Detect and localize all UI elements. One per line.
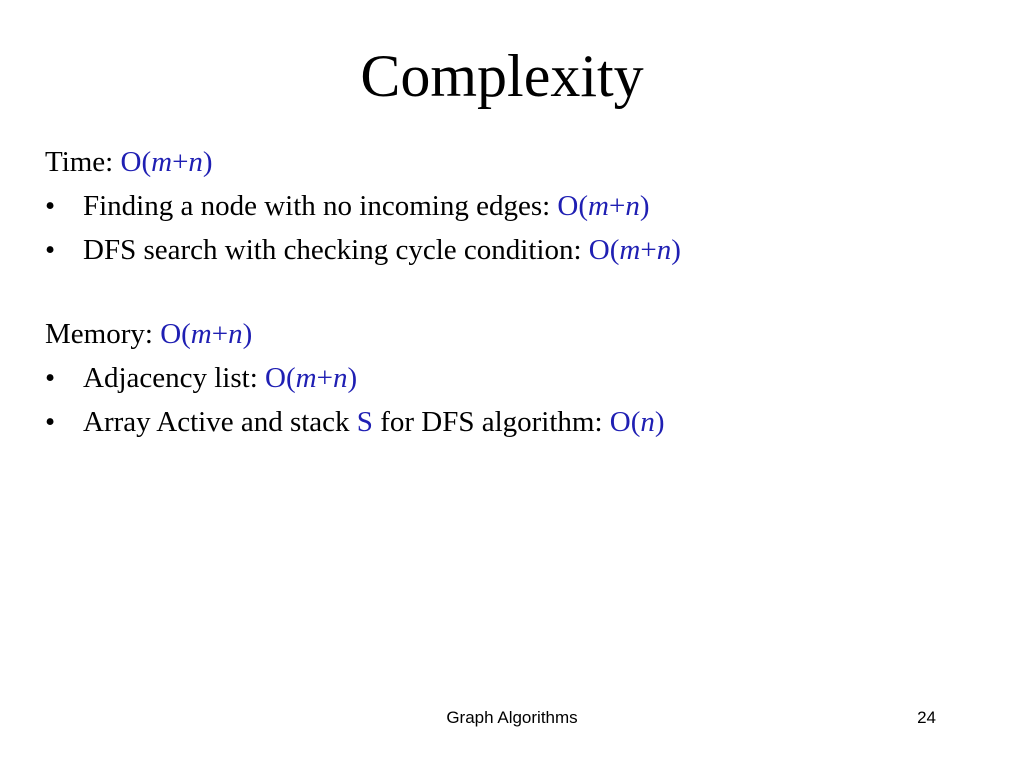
list-item-text: Array Active and stack [83, 406, 350, 438]
memory-label: Memory: [45, 318, 153, 350]
list-item [45, 184, 985, 228]
page-number: 24 [917, 708, 936, 727]
list-item [45, 228, 985, 272]
bullet-icon: • [45, 406, 56, 438]
list-item-complexity: O(m+n) [588, 234, 681, 266]
memory-section [45, 312, 985, 444]
memory-complexity: O(m+n) [160, 318, 253, 350]
time-section [45, 140, 985, 272]
list-item-text: Adjacency list: [83, 362, 258, 394]
stack-name-highlight: S [356, 406, 373, 438]
list-item-complexity: O(m+n) [557, 190, 650, 222]
list-item-text-after: for DFS algorithm: [380, 406, 603, 438]
bullet-icon: • [45, 234, 56, 266]
footer-title: Graph Algorithms [446, 708, 578, 727]
time-label: Time: [45, 146, 114, 178]
list-item [45, 400, 985, 444]
list-item-text: Finding a node with no incoming edges: [83, 190, 551, 222]
list-item-text: DFS search with checking cycle condition: [83, 234, 582, 266]
list-item-complexity: O(n) [609, 406, 665, 438]
bullet-icon: • [45, 362, 56, 394]
time-heading [45, 140, 985, 184]
list-item-complexity: O(m+n) [265, 362, 358, 394]
memory-heading [45, 312, 985, 356]
time-complexity: O(m+n) [120, 146, 213, 178]
bullet-icon: • [45, 190, 56, 222]
list-item [45, 356, 985, 400]
slide-title: Complexity [360, 43, 644, 109]
